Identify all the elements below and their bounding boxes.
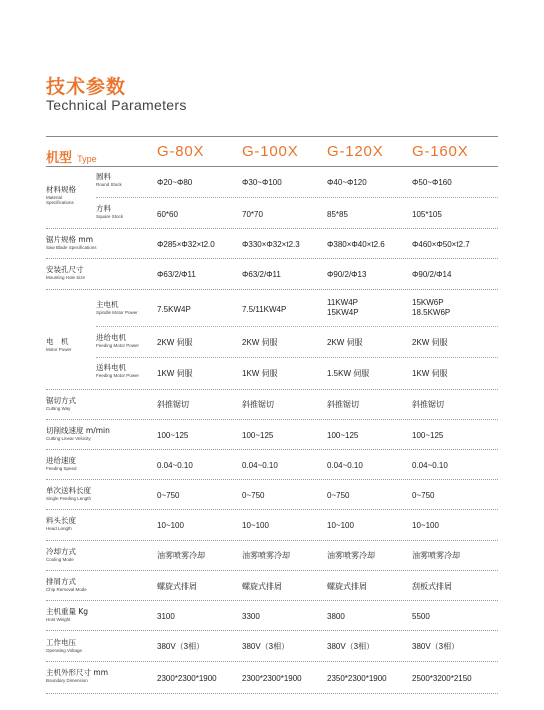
rule-3 xyxy=(46,289,498,290)
model-g120x: G-120X xyxy=(327,143,384,160)
row-feeding-speed-label: 进给速度 Feeding Speed xyxy=(46,456,77,471)
rule-9 xyxy=(46,540,498,541)
row-round-stock-label: 圆料 Round Stock xyxy=(96,172,122,187)
row-cooling-v2: 油雾喷雾冷却 xyxy=(242,551,290,560)
row-feeding-speed-v4: 0.04~0.10 xyxy=(412,461,448,470)
row-feeding-motor-label: 进给电机 Feeding Motor Power xyxy=(96,333,140,348)
row-feeding-length-v3: 0~750 xyxy=(327,491,350,500)
row-host-weight-v1: 3100 xyxy=(157,612,175,621)
table-bottom-rule xyxy=(46,693,498,694)
row-cutting-velocity-v4: 100~125 xyxy=(412,431,444,440)
row-feeding-length-v1: 0~750 xyxy=(157,491,180,500)
row-feeding-motor-v1: 2KW 伺服 xyxy=(157,338,193,347)
row-head-length-v4: 10~100 xyxy=(412,521,439,530)
row-head-length-v3: 10~100 xyxy=(327,521,354,530)
row-cooling-label: 冷却方式 Cooling Mode xyxy=(46,547,76,562)
row-voltage-v1: 380V（3相） xyxy=(157,642,205,651)
row-saw-blade-v3: Φ380×Φ40×t2.6 xyxy=(327,240,385,249)
row-cutting-velocity-label: 切削线速度 m/min Cutting Linear Velocity xyxy=(46,426,110,441)
row-voltage-v4: 380V（3相） xyxy=(412,642,460,651)
motor-subrule-1 xyxy=(96,326,498,327)
rule-11 xyxy=(46,600,498,601)
page-title-cn: 技术参数 xyxy=(46,76,127,98)
row-host-weight-v4: 5500 xyxy=(412,612,430,621)
type-header xyxy=(46,147,97,166)
row-chip-removal-v3: 螺旋式排屑 xyxy=(327,582,367,591)
row-spindle-motor-v1: 7.5KW4P xyxy=(157,305,191,314)
row-host-weight-label: 主机重量 Kg Host Weight xyxy=(46,607,89,622)
row-feed-motor-v4: 1KW 伺服 xyxy=(412,369,448,378)
row-cutting-velocity-v1: 100~125 xyxy=(157,431,189,440)
row-dimension-v2: 2300*2300*1900 xyxy=(242,674,302,683)
row-saw-blade-v2: Φ330×Φ32×t2.3 xyxy=(242,240,300,249)
row-round-stock-v3: Φ40~Φ120 xyxy=(327,178,367,187)
row-chip-removal-v1: 螺旋式排屑 xyxy=(157,582,197,591)
row-mounting-hole-v2: Φ63/2/Φ11 xyxy=(242,270,281,279)
row-saw-blade-label: 锯片规格 mm Saw Blade Specifications xyxy=(46,235,97,250)
row-mounting-hole-v1: Φ63/2/Φ11 xyxy=(157,270,196,279)
type-header-cn: 机型 xyxy=(46,151,73,166)
row-cutting-way-v1: 斜推锯切 xyxy=(157,400,189,409)
row-host-weight-v2: 3300 xyxy=(242,612,260,621)
row-round-stock-v1: Φ20~Φ80 xyxy=(157,178,193,187)
row-dimension-label: 主机外形尺寸 mm Boundary Dimension xyxy=(46,668,108,683)
row-feed-motor-label: 送料电机 Feeding Motor Power xyxy=(96,363,140,378)
row-voltage-v3: 380V（3相） xyxy=(327,642,375,651)
rule-6 xyxy=(46,449,498,450)
model-g80x: G-80X xyxy=(157,143,205,160)
row-mounting-hole-label: 安装孔尺寸 Mounting Hole Size xyxy=(46,265,86,280)
row-feeding-speed-v2: 0.04~0.10 xyxy=(242,461,278,470)
row-feeding-length-label: 单次送料长度 Single Feeding Length xyxy=(46,486,92,501)
row-round-stock-v4: Φ50~Φ160 xyxy=(412,178,452,187)
rule-13 xyxy=(46,661,498,662)
rule-1 xyxy=(46,228,498,229)
rule-2 xyxy=(46,258,498,259)
rule-12 xyxy=(46,630,498,631)
page-title-en: Technical Parameters xyxy=(46,97,187,113)
row-square-stock-v3: 85*85 xyxy=(327,210,348,219)
header-rule xyxy=(46,166,498,167)
row-spindle-motor-v3: 11KW4P 15KW4P xyxy=(327,298,359,317)
row-feeding-motor-v2: 2KW 伺服 xyxy=(242,338,278,347)
row-host-weight-v3: 3800 xyxy=(327,612,345,621)
row-square-stock-label: 方料 Square Stock xyxy=(96,204,124,219)
row-voltage-v2: 380V（3相） xyxy=(242,642,290,651)
row-feeding-motor-v4: 2KW 伺服 xyxy=(412,338,448,347)
row-feed-motor-v1: 1KW 伺服 xyxy=(157,369,193,378)
rule-7 xyxy=(46,479,498,480)
row-mounting-hole-v4: Φ90/2/Φ14 xyxy=(412,270,452,279)
group-motor-label: 电 机 Motor Power xyxy=(46,337,72,352)
type-header-en: Type xyxy=(77,154,97,164)
group-material-label: 材料规格 Material Specifications xyxy=(46,185,76,205)
row-saw-blade-v1: Φ285×Φ32×t2.0 xyxy=(157,240,215,249)
model-g100x: G-100X xyxy=(242,143,299,160)
row-cooling-v1: 油雾喷雾冷却 xyxy=(157,551,205,560)
rule-5 xyxy=(46,419,498,420)
row-mounting-hole-v3: Φ90/2/Φ13 xyxy=(327,270,367,279)
row-square-stock-v2: 70*70 xyxy=(242,210,263,219)
row-feeding-motor-v3: 2KW 伺服 xyxy=(327,338,363,347)
row-cutting-way-label: 锯切方式 Cutting Way xyxy=(46,396,76,411)
material-subrule xyxy=(96,197,498,198)
motor-subrule-2 xyxy=(96,357,498,358)
row-dimension-v3: 2350*2300*1900 xyxy=(327,674,387,683)
row-cutting-way-v3: 斜推锯切 xyxy=(327,400,359,409)
row-saw-blade-v4: Φ460×Φ50×t2.7 xyxy=(412,240,470,249)
row-head-length-v2: 10~100 xyxy=(242,521,269,530)
row-square-stock-v1: 60*60 xyxy=(157,210,178,219)
row-cutting-way-v4: 斜推锯切 xyxy=(412,400,444,409)
row-feeding-length-v2: 0~750 xyxy=(242,491,265,500)
rule-4 xyxy=(46,389,498,390)
row-cooling-v4: 油雾喷雾冷却 xyxy=(412,551,460,560)
row-feed-motor-v3: 1.5KW 伺服 xyxy=(327,369,370,378)
row-cutting-way-v2: 斜推锯切 xyxy=(242,400,274,409)
row-square-stock-v4: 105*105 xyxy=(412,210,442,219)
rule-8 xyxy=(46,509,498,510)
row-feed-motor-v2: 1KW 伺服 xyxy=(242,369,278,378)
row-round-stock-v2: Φ30~Φ100 xyxy=(242,178,282,187)
row-cutting-velocity-v3: 100~125 xyxy=(327,431,359,440)
row-spindle-motor-v2: 7.5/11KW4P xyxy=(242,305,287,314)
table-top-rule xyxy=(46,136,498,137)
row-dimension-v1: 2300*2300*1900 xyxy=(157,674,217,683)
row-cutting-velocity-v2: 100~125 xyxy=(242,431,274,440)
row-chip-removal-label: 排屑方式 Chip Removal Mode xyxy=(46,577,87,592)
row-chip-removal-v2: 螺旋式排屑 xyxy=(242,582,282,591)
model-g160x: G-160X xyxy=(412,143,469,160)
row-head-length-v1: 10~100 xyxy=(157,521,184,530)
row-head-length-label: 料头长度 Head Length xyxy=(46,516,76,531)
row-feeding-length-v4: 0~750 xyxy=(412,491,435,500)
row-chip-removal-v4: 刮板式排屑 xyxy=(412,582,452,591)
rule-10 xyxy=(46,570,498,571)
row-dimension-v4: 2500*3200*2150 xyxy=(412,674,472,683)
row-voltage-label: 工作电压 Operating Voltage xyxy=(46,638,83,653)
row-cooling-v3: 油雾喷雾冷却 xyxy=(327,551,375,560)
row-spindle-motor-v4: 15KW6P 18.5KW6P xyxy=(412,298,451,317)
row-spindle-motor-label: 主电机 Spindle Motor Power xyxy=(96,300,138,315)
row-feeding-speed-v3: 0.04~0.10 xyxy=(327,461,363,470)
row-feeding-speed-v1: 0.04~0.10 xyxy=(157,461,193,470)
